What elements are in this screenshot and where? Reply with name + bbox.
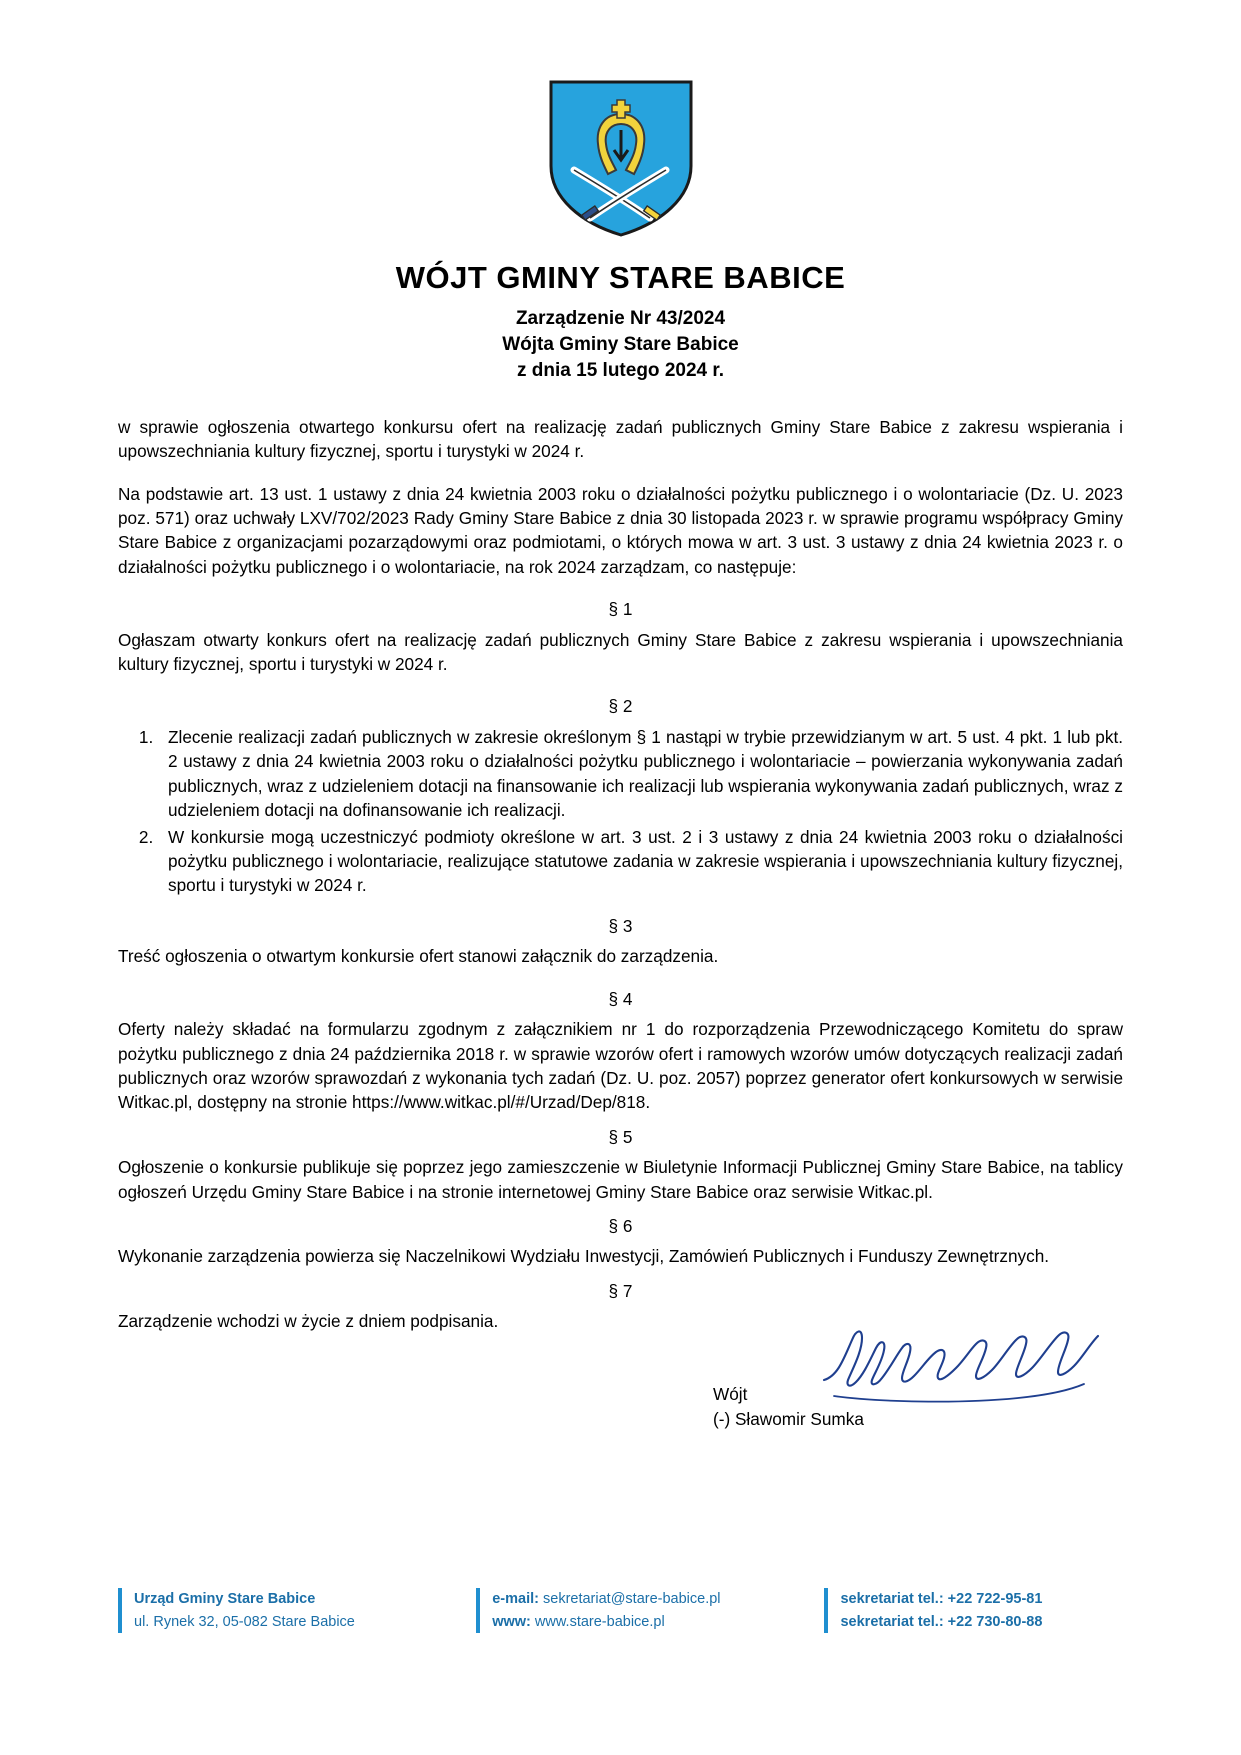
coat-of-arms-icon [546, 78, 696, 238]
footer-email-value[interactable]: sekretariat@stare-babice.pl [543, 1591, 721, 1608]
page-title: WÓJT GMINY STARE BABICE [395, 260, 846, 295]
signature-name: (-) Sławomir Sumka [713, 1408, 864, 1429]
section-4-text: Oferty należy składać na formularzu zgodnym z załącznikiem nr 1 do rozporządzenia Przewodniczącego Komitetu do spraw pożytku publicznego z dnia 24 października 2018 r. w sprawie wzorów ofert i ramowych wzorów umów dotyczących realizacji zadań publicznych oraz wzorów sprawozdań z wykonania tych zadań (Dz. U. poz. 2057) poprzez generator ofert konkursowych w serwisie Witkac.pl, dostępny na stronie https://www.witkac.pl/#/Urzad/Dep/818. [118, 1019, 1123, 1113]
footer-email-label: e-mail: [492, 1591, 539, 1608]
ordinance-number: Zarządzenie Nr 43/2024 [515, 308, 726, 329]
section-mark-7: § 7 [608, 1280, 633, 1301]
paragraph-intro: w sprawie ogłoszenia otwartego konkursu ofert na realizację zadań publicznych Gminy Stare Babice z zakresu wspierania i upowszechniania kultury fizycznej, sportu i turystyki w 2024 r. [118, 416, 1123, 462]
section-mark-6: § 6 [608, 1216, 633, 1237]
signature-area [118, 1336, 1123, 1446]
section-2-list [118, 725, 1123, 898]
section-mark-5: § 5 [608, 1126, 633, 1147]
section-7-text: Zarządzenie wchodzi w życie z dniem podpisania. [118, 1311, 499, 1332]
footer-accent-bar [118, 1588, 122, 1633]
document-body [118, 415, 1123, 1334]
signature-block [713, 1382, 864, 1432]
section-3-text: Treść ogłoszenia o otwartym konkursie ofert stanowi załącznik do zarządzenia. [118, 946, 719, 967]
footer-phone-1: sekretariat tel.: +22 722-95-81 [840, 1591, 1043, 1608]
footer-phone-2: sekretariat tel.: +22 730-80-88 [840, 1613, 1043, 1630]
paragraph-legal-basis: Na podstawie art. 13 ust. 1 ustawy z dnia 24 kwietnia 2003 roku o działalności pożytku publicznego i o wolontariacie (Dz. U. 2023 poz. 571) oraz uchwały LXV/702/2023 Rady Gminy Stare Babice z dnia 30 listopada 2023 r. w sprawie programu współpracy Gminy Stare Babice z organizacjami pozarządowymi oraz podmiotami, o których mowa w art. 3 ust. 3 ustawy z dnia 24 kwietnia 2023 r. o działalności pożytku publicznego i o wolontariacie, na rok 2024 zarządzam, co następuje: [118, 483, 1123, 577]
footer [118, 1588, 1123, 1633]
footer-accent-bar [824, 1588, 828, 1633]
list-item: 1. Zlecenie realizacji zadań publicznych w zakresie określonym § 1 nastąpi w trybie przewidzianym w art. 5 ust. 4 pkt. 1 lub pkt. 2 ustawy z dnia 24 kwietnia 2003 roku o działalności pożytku publicznego i wolontariacie – powierzania wykonywania zadań publicznych, wraz z udzieleniem dotacji na finansowanie ich realizacji lub wspierania wykonywania zadań publicznych, wraz z udzieleniem dotacji na dofinansowanie ich realizacji. [158, 725, 1123, 823]
section-mark-3: § 3 [608, 915, 633, 936]
footer-www-value[interactable]: www.stare-babice.pl [534, 1613, 665, 1630]
ordinance-date: z dnia 15 lutego 2024 r. [517, 360, 724, 382]
section-mark-4: § 4 [608, 988, 633, 1009]
footer-phone-column [824, 1588, 1123, 1633]
crest-container [118, 0, 1123, 238]
section-mark-1: § 1 [608, 599, 633, 620]
list-item: 2. W konkursie mogą uczestniczyć podmioty określone w art. 3 ust. 2 i 3 ustawy z dnia 24 kwietnia 2003 roku o działalności pożytku publicznego i wolontariacie, realizujące statutowe zadania w zakresie wspierania i upowszechniania kultury fizycznej, sportu i turystyki w 2024 r. [158, 825, 1123, 898]
footer-office-address: ul. Rynek 32, 05-082 Stare Babice [134, 1613, 355, 1630]
footer-contact-column [476, 1588, 824, 1633]
document-subtitle [118, 306, 1123, 385]
section-mark-2: § 2 [608, 696, 633, 717]
section-1-text: Ogłaszam otwarty konkurs ofert na realizację zadań publicznych Gminy Stare Babice z zakresu wspierania i upowszechniania kultury fizycznej, sportu i turystyki w 2024 r. [118, 629, 1123, 675]
ordinance-authority: Wójta Gminy Stare Babice [502, 334, 739, 356]
footer-accent-bar [476, 1588, 480, 1633]
footer-address-column [118, 1588, 476, 1633]
signature-role: Wójt [713, 1383, 748, 1404]
section-6-text: Wykonanie zarządzenia powierza się Naczelnikowi Wydziału Inwestycji, Zamówień Publicznych i Funduszy Zewnętrznych. [118, 1246, 1050, 1267]
footer-www-label: www: [492, 1613, 531, 1630]
section-5-text: Ogłoszenie o konkursie publikuje się poprzez jego zamieszczenie w Biuletynie Informacji Publicznej Gminy Stare Babice, na tablicy ogłoszeń Urzędu Gminy Stare Babice i na stronie internetowej Gminy Stare Babice oraz serwisie Witkac.pl. [118, 1157, 1123, 1202]
footer-office-name: Urząd Gminy Stare Babice [134, 1591, 316, 1608]
